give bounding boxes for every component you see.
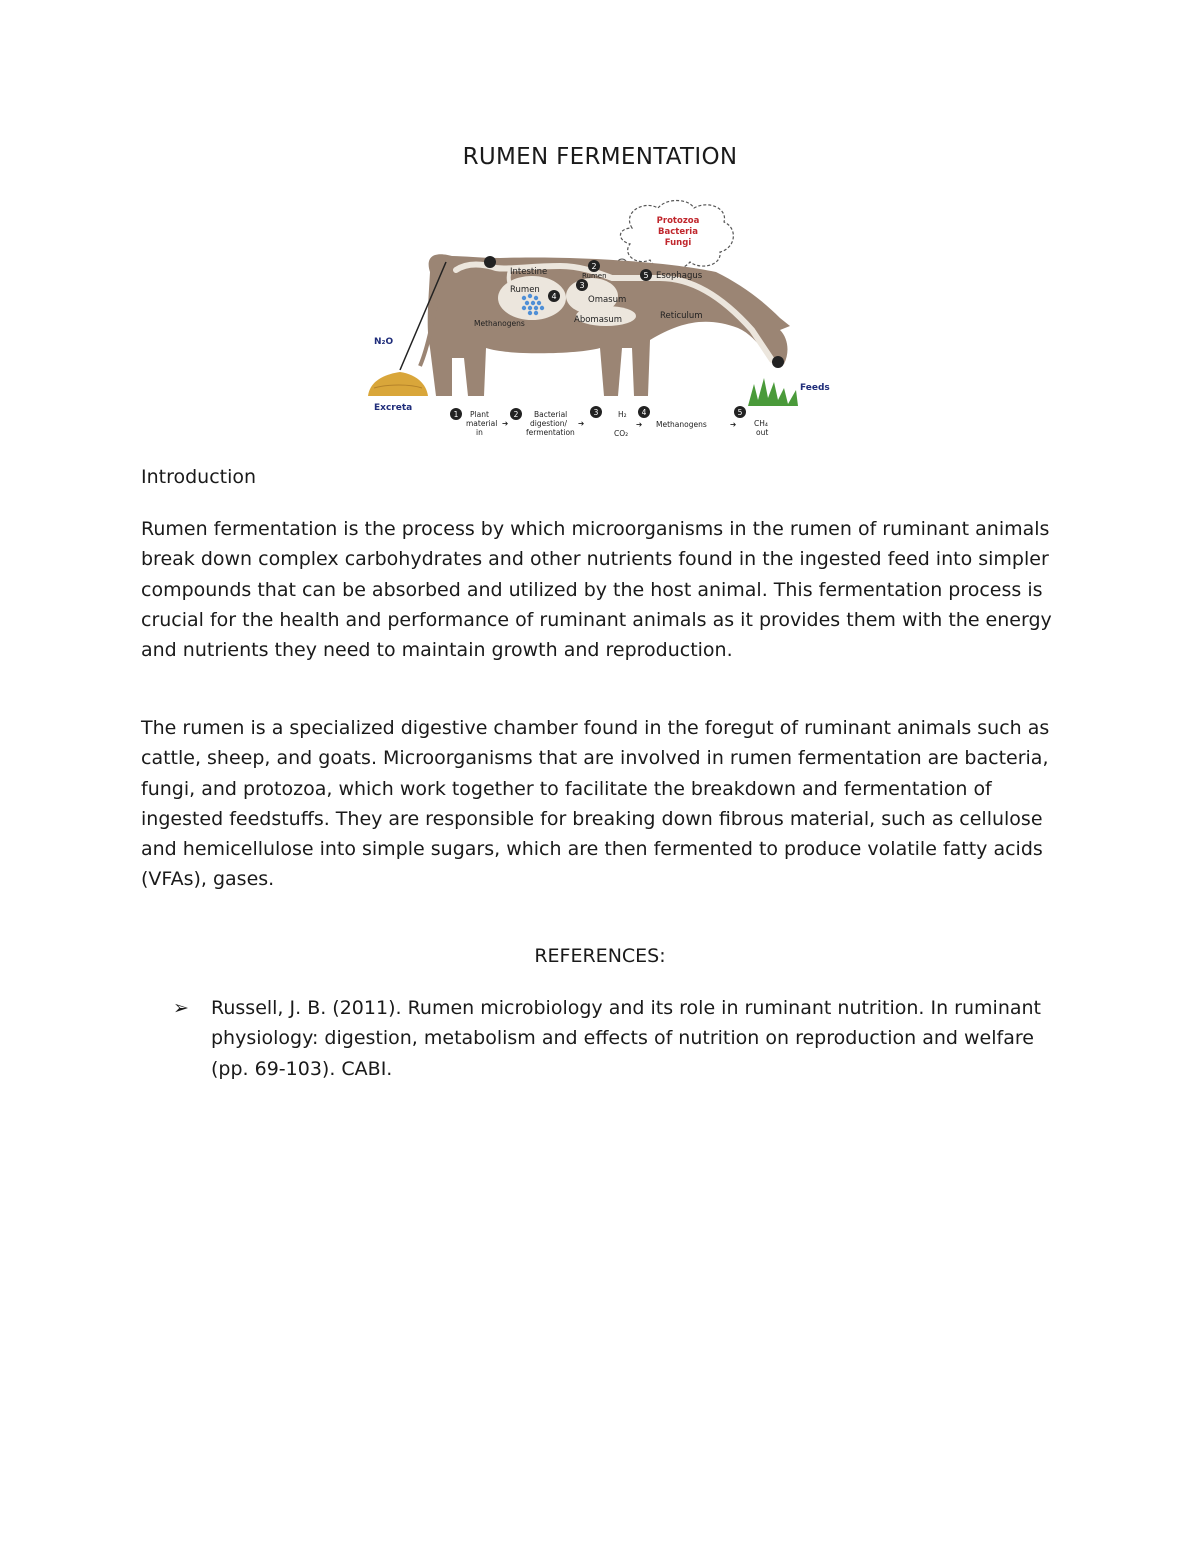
arrow-bullet-icon: ➢ <box>173 997 189 1019</box>
label-abomasum: Abomasum <box>574 315 622 325</box>
svg-text:5: 5 <box>643 271 649 280</box>
svg-text:material: material <box>466 419 498 428</box>
svg-text:4: 4 <box>551 292 557 301</box>
svg-text:digestion/: digestion/ <box>530 419 568 428</box>
svg-text:CH₄: CH₄ <box>754 419 768 428</box>
label-rumen-small: Rumen <box>582 272 607 280</box>
cloud-text-fungi: Fungi <box>664 238 692 248</box>
svg-text:CO₂: CO₂ <box>614 429 629 438</box>
references-list <box>173 993 1053 1084</box>
svg-text:5: 5 <box>737 408 743 417</box>
references-heading: REFERENCES: <box>534 945 666 967</box>
label-feeds: Feeds <box>800 383 830 393</box>
label-n2o: N₂O <box>374 337 394 347</box>
cloud-text-bacteria: Bacteria <box>658 227 698 237</box>
label-methanogens: Methanogens <box>474 319 525 328</box>
svg-text:➔: ➔ <box>502 419 509 428</box>
svg-text:2: 2 <box>513 410 519 419</box>
svg-text:Plant: Plant <box>470 410 489 419</box>
svg-text:H₂: H₂ <box>618 410 627 419</box>
label-rumen: Rumen <box>510 285 540 295</box>
svg-text:in: in <box>476 428 483 437</box>
reference-item <box>173 993 1053 1084</box>
page-title: RUMEN FERMENTATION <box>462 144 738 170</box>
svg-text:➔: ➔ <box>578 419 585 428</box>
svg-text:3: 3 <box>579 281 585 290</box>
paragraph-2: The rumen is a specialized digestive chamber found in the foregut of ruminant animals such as cattle, sheep, and goats. Microorganisms that are involved in rumen fermentation are bacteria, fungi, and protozoa, which work together to facilitate the breakdown and fermentation of ingested feedstuffs. They are responsible for breaking down fibrous material, such as cellulose and hemicellulose into simple sugars, which are then fermented to produce volatile fatty acids (VFAs), gases. <box>141 717 1050 891</box>
svg-text:4: 4 <box>641 408 647 417</box>
cow-digestion-diagram <box>360 198 840 448</box>
paragraph-1: Rumen fermentation is the process by which microorganisms in the rumen of ruminant animals break down complex carbohydrates and other nutrients found in the ingested feed into simpler compounds that can be absorbed and utilized by the host animal. This fermentation process is crucial for the health and performance of ruminant animals as it provides them with the energy and nutrients they need to maintain growth and reproduction. <box>141 518 1052 662</box>
label-omasum: Omasum <box>588 295 627 305</box>
svg-text:3: 3 <box>593 408 599 417</box>
step-4 <box>636 406 736 429</box>
step-1 <box>450 408 508 437</box>
cloud-text-protozoa: Protozoa <box>656 216 700 226</box>
label-excreta: Excreta <box>374 403 413 413</box>
step-2 <box>510 408 584 437</box>
label-esophagus: Esophagus <box>656 271 703 281</box>
svg-text:Methanogens: Methanogens <box>656 420 707 429</box>
rumen-fermentation-figure <box>360 198 840 448</box>
svg-text:1: 1 <box>453 410 459 419</box>
svg-text:Bacterial: Bacterial <box>534 410 568 419</box>
label-intestine: Intestine <box>510 267 548 277</box>
step-3 <box>590 406 628 438</box>
svg-text:2: 2 <box>591 262 597 271</box>
svg-text:➔: ➔ <box>730 420 737 429</box>
feeds-group <box>748 378 830 406</box>
step-5 <box>734 406 768 437</box>
reference-text: Russell, J. B. (2011). Rumen microbiology and its role in ruminant nutrition. In ruminant physiology: digestion, metabolism and effects of nutrition on reproduction and welfare (pp. 69-103). CABI. <box>211 997 1041 1080</box>
svg-text:➔: ➔ <box>636 420 643 429</box>
introduction-heading: Introduction <box>141 466 257 488</box>
label-reticulum: Reticulum <box>660 311 703 321</box>
svg-text:fermentation: fermentation <box>526 428 575 437</box>
svg-text:out: out <box>756 428 769 437</box>
steps-legend <box>450 406 768 438</box>
